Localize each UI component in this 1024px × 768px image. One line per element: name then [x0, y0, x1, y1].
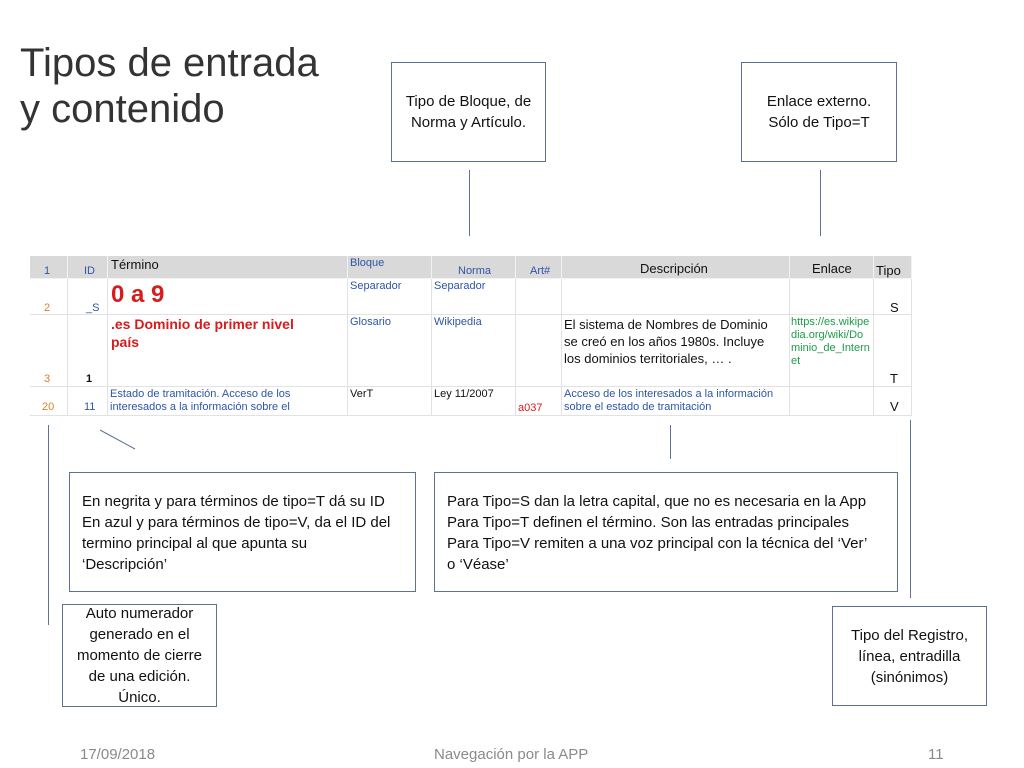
callout-line: Para Tipo=S dan la letra capital, que no es necesaria en la App	[447, 493, 867, 510]
cell-tipo	[874, 387, 912, 416]
cell-num	[30, 387, 68, 416]
row-termino-line: país	[111, 334, 140, 350]
cell-descripcion	[562, 315, 790, 387]
cell-bloque	[348, 279, 432, 315]
cell-enlace[interactable]	[790, 315, 874, 387]
cell-bloque	[348, 315, 432, 387]
row-termino-line: Estado de tramitación. Acceso de los	[110, 388, 291, 400]
header-tipo: Tipo	[876, 263, 901, 278]
connector-line	[820, 170, 821, 236]
connector-line	[670, 425, 671, 459]
header-cell-num	[30, 256, 68, 279]
row-bloque: Separador	[350, 280, 402, 292]
callout-external-link	[741, 62, 897, 162]
header-cell-bloque	[348, 256, 432, 279]
cell-tipo	[874, 315, 912, 387]
row-norma: Wikipedia	[434, 316, 482, 328]
row-termino-line: interesados a la información sobre el	[110, 401, 290, 413]
row-art: a037	[518, 402, 543, 414]
header-cell-id	[68, 256, 108, 279]
cell-num	[30, 315, 68, 387]
cell-termino	[108, 387, 348, 416]
cell-art	[516, 279, 562, 315]
row-descripcion-line: El sistema de Nombres de Dominio	[564, 317, 768, 332]
table-row	[30, 279, 912, 315]
row-bloque: Glosario	[350, 316, 391, 328]
row-tipo: V	[890, 399, 899, 414]
callout-line: línea, entradilla	[858, 647, 961, 665]
connector-diagonal-line	[100, 430, 135, 449]
row-descripcion-line: sobre el estado de tramitación	[564, 401, 712, 413]
row-id: _S	[86, 302, 100, 314]
row-bloque: VerT	[350, 388, 374, 400]
row-id: 1	[86, 373, 93, 385]
row-enlace-line[interactable]: https://es.wikipe	[791, 316, 870, 328]
callout-id-explanation	[69, 472, 416, 592]
table-header-row	[30, 256, 912, 279]
cell-id	[68, 279, 108, 315]
header-cell-norma	[432, 256, 516, 279]
cell-termino	[108, 279, 348, 315]
header-num: 1	[44, 265, 51, 277]
connector-line	[910, 420, 911, 598]
callout-line: Tipo del Registro,	[851, 626, 968, 644]
header-bloque: Bloque	[350, 257, 385, 269]
callout-line: Enlace externo.	[766, 93, 872, 110]
table-row	[30, 387, 912, 416]
table-row	[30, 315, 912, 387]
slide-title	[20, 40, 360, 132]
callout-line: o ‘Véase’	[447, 556, 509, 573]
cell-tipo	[874, 279, 912, 315]
callout-line: ‘Descripción’	[82, 556, 168, 573]
row-descripcion-line: Acceso de los interesados a la información	[564, 388, 774, 400]
cell-norma	[432, 387, 516, 416]
row-tipo: T	[890, 371, 898, 386]
callout-line: En azul y para términos de tipo=V, da el ID del	[82, 514, 391, 531]
cell-art	[516, 315, 562, 387]
footer-page-number: 11	[928, 746, 944, 763]
row-descripcion-line: se creó en los años 1980s. Incluye	[564, 334, 765, 349]
callout-record-type	[832, 606, 987, 706]
cell-art	[516, 387, 562, 416]
callout-line: generado en el	[89, 626, 190, 643]
row-termino-line: .es Dominio de primer nivel	[111, 316, 294, 332]
cell-num	[30, 279, 68, 315]
row-num: 3	[44, 373, 51, 385]
callout-tipo-explanation	[434, 472, 898, 592]
callout-line: En negrita y para términos de tipo=T dá su ID	[82, 493, 385, 510]
row-id: 11	[84, 401, 96, 413]
callout-line: Auto numerador	[85, 605, 194, 622]
callout-line: (sinónimos)	[870, 668, 949, 686]
callout-line: Para Tipo=T definen el término. Son las entradas principales	[447, 514, 850, 531]
cell-norma	[432, 315, 516, 387]
row-num: 20	[42, 401, 55, 413]
row-termino: 0 a 9	[111, 281, 165, 308]
header-cell-descripcion	[562, 256, 790, 279]
cell-bloque	[348, 387, 432, 416]
cell-id	[68, 315, 108, 387]
row-norma: Ley 11/2007	[434, 388, 494, 400]
row-descripcion-line: los dominios territoriales, … .	[564, 351, 732, 366]
cell-enlace	[790, 387, 874, 416]
header-cell-enlace	[790, 256, 874, 279]
callout-line: Para Tipo=V remiten a una voz principal con la técnica del ‘Ver’	[447, 535, 868, 552]
cell-id	[68, 387, 108, 416]
callout-line: Sólo de Tipo=T	[768, 114, 870, 131]
header-art: Art#	[530, 265, 551, 277]
connector-line	[48, 425, 49, 625]
header-id: ID	[84, 265, 95, 277]
footer-date: 17/09/2018	[80, 746, 156, 763]
row-tipo: S	[890, 300, 899, 315]
row-enlace-line[interactable]: minio_de_Intern	[791, 342, 870, 354]
header-descripcion: Descripción	[640, 261, 708, 276]
entries-table	[30, 256, 912, 416]
header-enlace: Enlace	[812, 261, 852, 276]
header-norma: Norma	[458, 265, 492, 277]
slide-title-line-2: y contenido	[20, 87, 225, 131]
cell-enlace	[790, 279, 874, 315]
header-cell-tipo	[874, 256, 912, 279]
callout-autonumber	[62, 604, 217, 707]
row-enlace-line[interactable]: et	[791, 355, 801, 367]
row-num: 2	[44, 302, 51, 314]
callout-line: termino principal al que apunta su	[82, 535, 308, 552]
connector-diagonal	[98, 428, 138, 452]
cell-termino	[108, 315, 348, 387]
slide-title-line-1: Tipos de entrada	[20, 41, 319, 85]
cell-descripcion	[562, 279, 790, 315]
callout-line: Único.	[118, 689, 161, 706]
callout-block-type	[391, 62, 546, 162]
footer-title: Navegación por la APP	[434, 746, 589, 763]
cell-descripcion	[562, 387, 790, 416]
callout-line: momento de cierre	[76, 647, 203, 664]
callout-line: de una edición.	[88, 668, 191, 685]
connector-line	[469, 170, 470, 236]
row-norma: Separador	[434, 280, 486, 292]
cell-norma	[432, 279, 516, 315]
header-cell-termino	[108, 256, 348, 279]
header-termino: Término	[111, 257, 159, 272]
row-enlace-line[interactable]: dia.org/wiki/Do	[791, 329, 864, 341]
callout-line: Norma y Artículo.	[410, 114, 527, 131]
header-cell-art	[516, 256, 562, 279]
callout-line: Tipo de Bloque, de	[405, 93, 532, 110]
